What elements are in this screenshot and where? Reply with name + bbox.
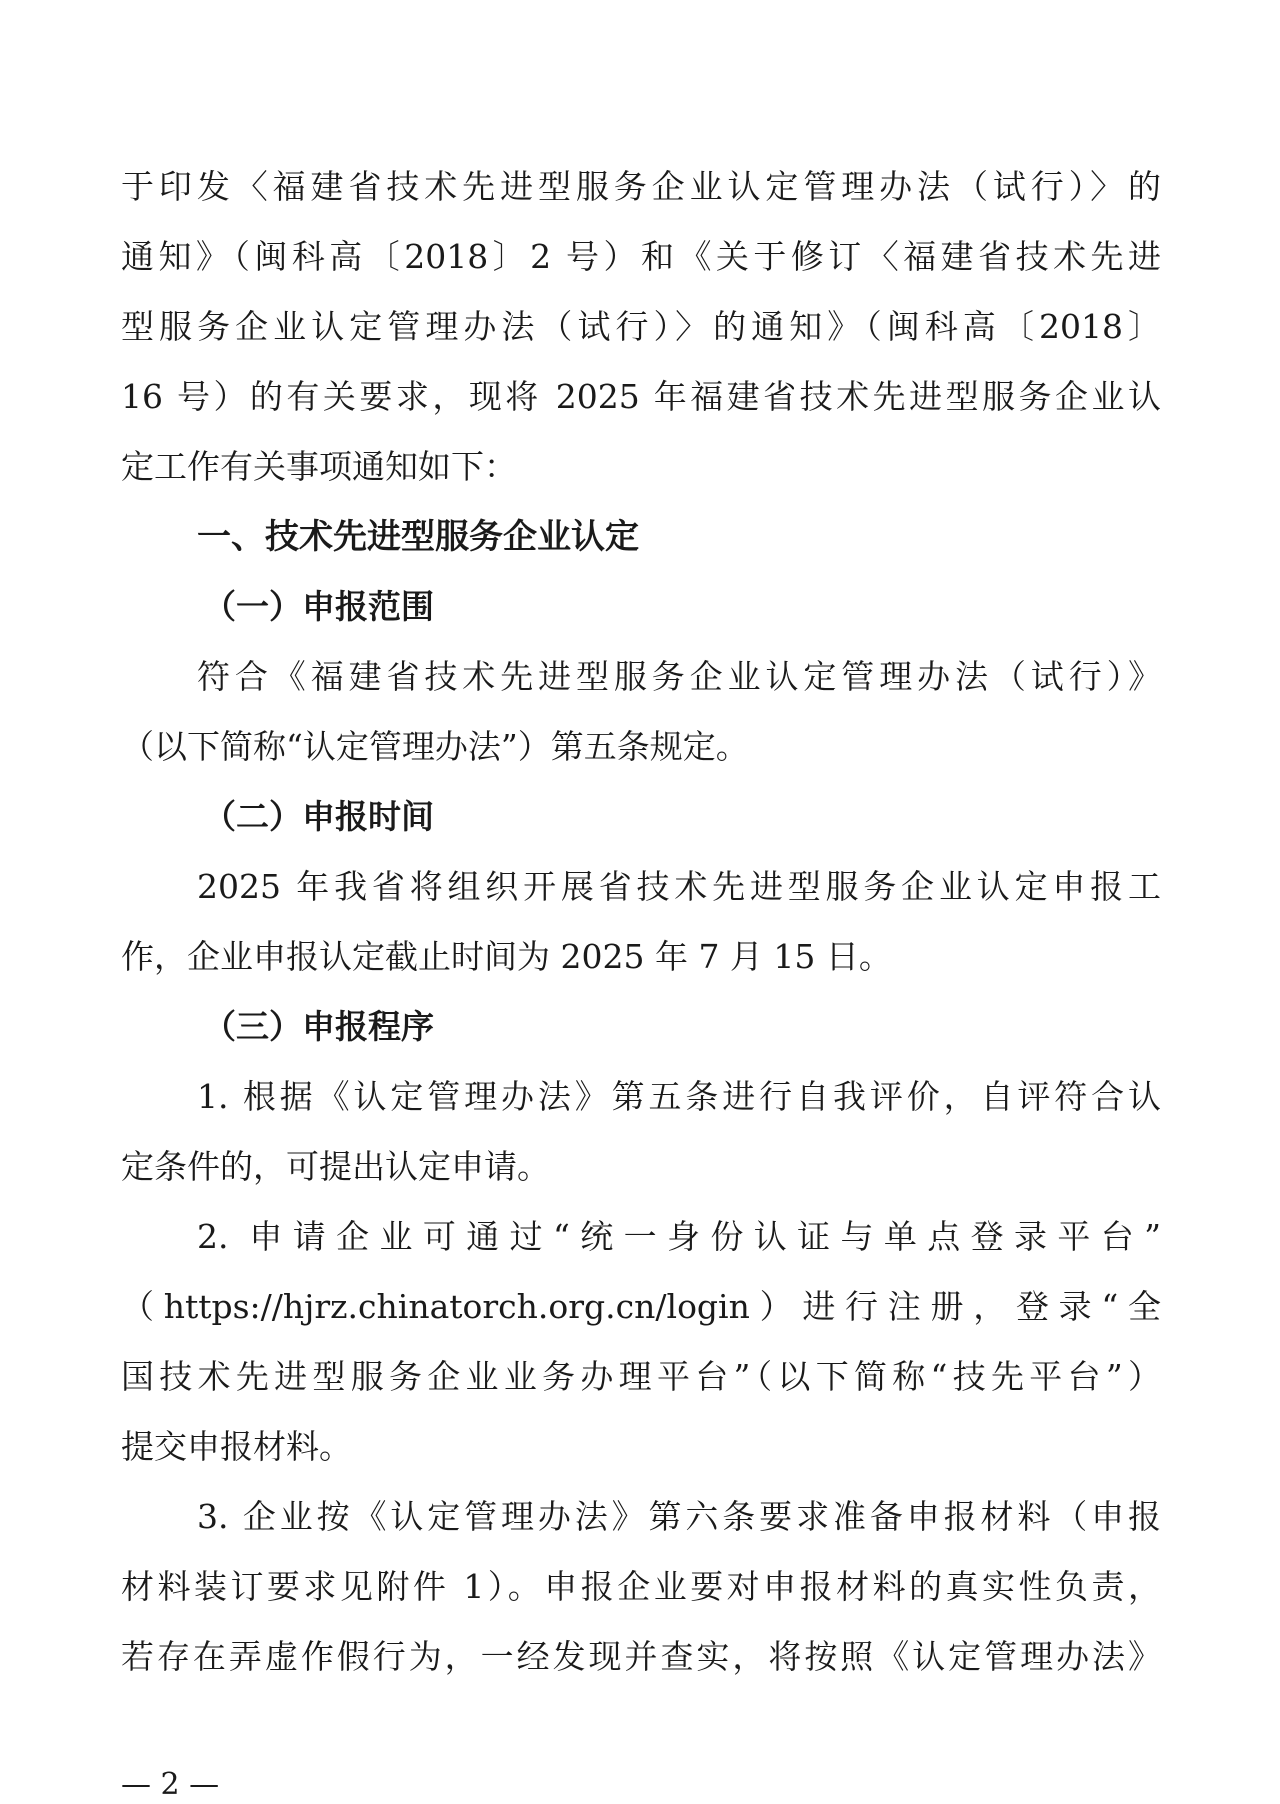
intro-line-4: 16 号）的有关要求，现将 2025 年福建省技术先进型服务企业认 (121, 377, 1161, 416)
procedure-item3-line-2: 材料装订要求见附件 1）。申报企业要对申报材料的真实性负责， (121, 1567, 1161, 1606)
time-line-1: 2025 年我省将组织开展省技术先进型服务企业认定申报工 (197, 867, 1161, 906)
scope-line-2: （以下简称“认定管理办法”）第五条规定。 (121, 727, 749, 766)
intro-line-1: 于印发〈福建省技术先进型服务企业认定管理办法（试行）〉的 (121, 167, 1161, 206)
subsection-heading-scope: （一）申报范围 (203, 587, 434, 626)
time-line-2: 作，企业申报认定截止时间为 2025 年 7 月 15 日。 (121, 937, 892, 976)
document-body (121, 152, 1161, 1692)
procedure-item2-line-2: （https://hjrz.chinatorch.org.cn/login）进行注册，登录“全 (121, 1287, 1161, 1326)
intro-line-2: 通知》（闽科高〔2018〕2 号）和《关于修订〈福建省技术先进 (121, 237, 1161, 276)
intro-line-5: 定工作有关事项通知如下： (121, 447, 517, 486)
procedure-item1-line-1: 1. 根据《认定管理办法》第五条进行自我评价，自评符合认 (197, 1077, 1161, 1116)
intro-line-3: 型服务企业认定管理办法（试行）〉的通知》（闽科高〔2018〕 (121, 307, 1161, 346)
page-number: — 2 — (121, 1767, 220, 1802)
procedure-item3-line-3: 若存在弄虚作假行为，一经发现并查实，将按照《认定管理办法》 (121, 1637, 1161, 1676)
subsection-heading-time: （二）申报时间 (203, 797, 434, 836)
section-heading-1: 一、技术先进型服务企业认定 (197, 517, 639, 557)
procedure-item2-line-1: 2. 申请企业可通过“统一身份认证与单点登录平台” (197, 1217, 1161, 1256)
scope-line-1: 符合《福建省技术先进型服务企业认定管理办法（试行）》 (197, 657, 1161, 696)
procedure-item2-line-3: 国技术先进型服务企业业务办理平台”（以下简称“技先平台”） (121, 1357, 1161, 1396)
subsection-heading-procedure: （三）申报程序 (203, 1007, 434, 1046)
procedure-item2-line-4: 提交申报材料。 (121, 1427, 352, 1466)
procedure-item3-line-1: 3. 企业按《认定管理办法》第六条要求准备申报材料（申报 (197, 1497, 1161, 1536)
procedure-item1-line-2: 定条件的，可提出认定申请。 (121, 1147, 550, 1186)
